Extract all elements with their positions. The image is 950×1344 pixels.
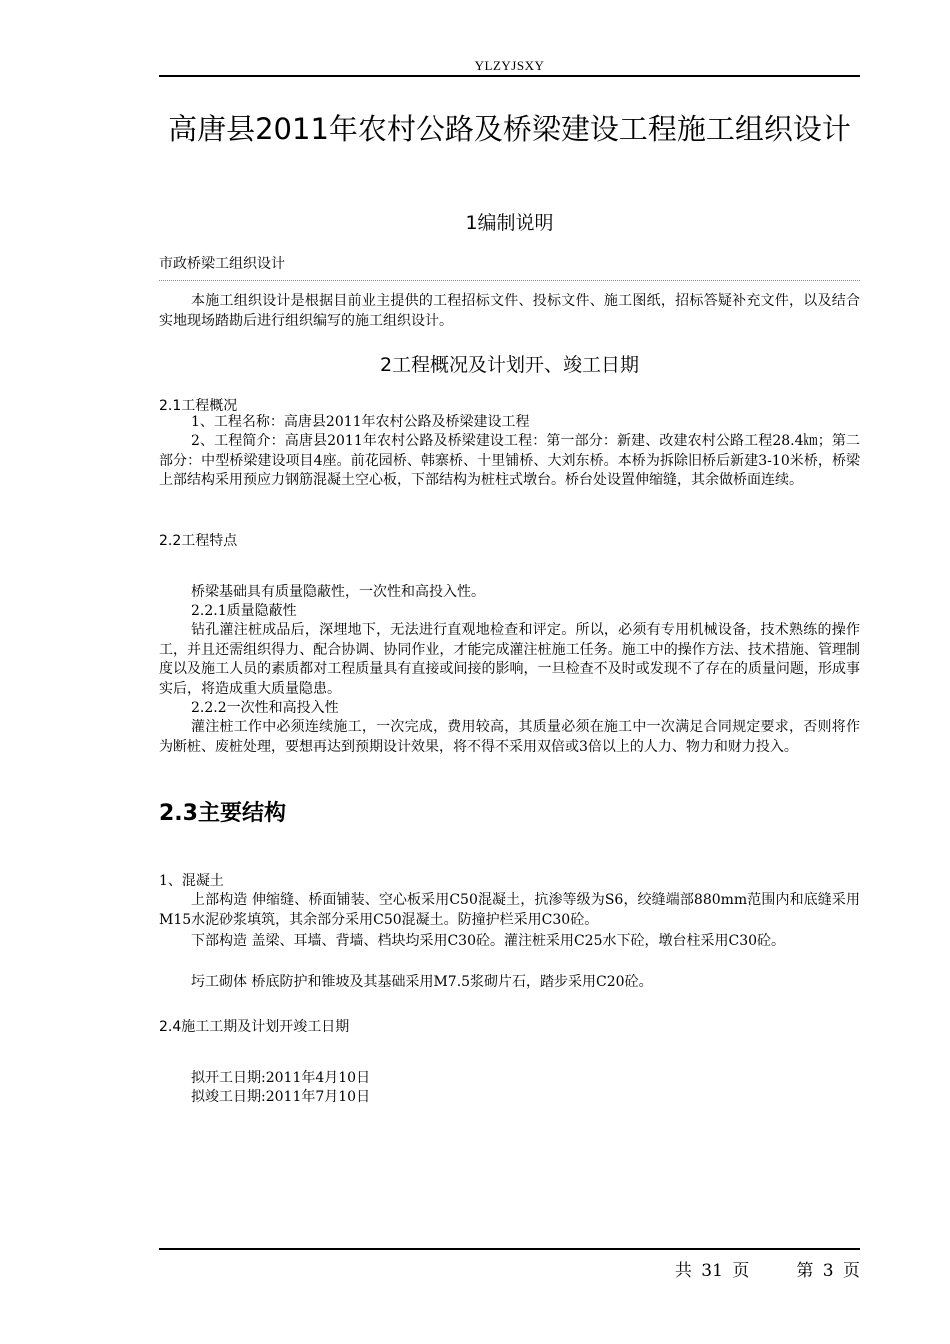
- current-page: 第 3 页: [796, 1261, 860, 1281]
- section-2-1-item-2: 2、工程简介：高唐县2011年农村公路及桥梁建设工程：第一部分：新建、改建农村公路工程28.4㎞；第二部分：中型桥梁建设项目4座。前花园桥、韩寨桥、十里铺桥、大刘东桥。本桥为拆除旧桥后新建3-10米桥，桥梁上部结构采用预应力钢筋混凝土空心板，下部结构为桩柱式墩台。桥台处设置伸缩缝，其余做桥面连续。: [159, 433, 860, 488]
- section-2-3-lower: 下部构造 盖梁、耳墙、背墙、档块均采用C30砼。灌注桩采用C25水下砼，墩台柱采用C30砼。: [191, 933, 786, 949]
- section-2-2-heading: 2.2工程特点: [159, 533, 238, 549]
- footer-rule: [159, 1248, 860, 1250]
- total-pages: 共 31 页: [674, 1261, 750, 1281]
- page-header: YLZYJSXY: [474, 58, 545, 73]
- section-2-2-2-para: 灌注桩工作中必须连续施工，一次完成，费用较高，其质量必须在施工中一次满足合同规定要求，否则将作为断桩、废桩处理，要想再达到预期设计效果，将不得不采用双倍或3倍以上的人力、物力和财力投入。: [159, 719, 860, 755]
- dotted-divider: [159, 280, 860, 281]
- end-date: 拟竣工日期:2011年7月10日: [191, 1089, 371, 1105]
- section-2-3-upper: 上部构造 伸缩缝、桥面铺装、空心板采用C50混凝土，抗渗等级为S6，绞缝端部880mm范围内和底缝采用M15水泥砂浆填筑，其余部分采用C50混凝土。防撞护栏采用C30砼。: [159, 892, 860, 928]
- section-2-3-heading: 2.3主要结构: [159, 801, 286, 826]
- section-2-heading: 2工程概况及计划开、竣工日期: [379, 354, 640, 376]
- section-2-3-masonry: 圬工砌体 桥底防护和锥坡及其基础采用M7.5浆砌片石，踏步采用C20砼。: [191, 974, 653, 990]
- section-2-1-item-1: 1、工程名称：高唐县2011年农村公路及桥梁建设工程: [191, 414, 530, 430]
- section-2-2-para-1: 桥梁基础具有质量隐蔽性，一次性和高投入性。: [191, 584, 485, 600]
- section-2-1-heading: 2.1工程概况: [159, 398, 238, 414]
- page-footer: [675, 1256, 860, 1281]
- section-2-4-heading: 2.4施工工期及计划开竣工日期: [159, 1019, 350, 1035]
- document-title: 高唐县2011年农村公路及桥梁建设工程施工组织设计: [168, 112, 851, 146]
- section-2-2-1-para: 钻孔灌注桩成品后，深埋地下，无法进行直观地检查和评定。所以，必须有专用机械设备，技术熟练的操作工，并且还需组织得力、配合协调、协同作业，才能完成灌注桩施工任务。施工中的操作方法、技术措施、管理制度以及施工人员的素质都对工程质量具有直接或间接的影响，一旦检查不及时或发现不了存在的质量问题，形成事实后，将造成重大质量隐患。: [159, 622, 860, 697]
- section-2-3-item-1: 1、混凝土: [159, 873, 224, 889]
- section-1-heading: 1编制说明: [465, 212, 554, 234]
- source-line: 市政桥梁工组织设计: [159, 256, 285, 272]
- section-2-2-2-heading: 2.2.2一次性和高投入性: [191, 700, 339, 716]
- section-1-paragraph: 本施工组织设计是根据目前业主提供的工程招标文件、投标文件、施工图纸，招标答疑补充文件，以及结合实地现场踏勘后进行组织编写的施工组织设计。: [159, 293, 860, 329]
- header-rule: [159, 75, 860, 77]
- section-2-2-1-heading: 2.2.1质量隐蔽性: [191, 603, 297, 619]
- start-date: 拟开工日期:2011年4月10日: [191, 1070, 371, 1086]
